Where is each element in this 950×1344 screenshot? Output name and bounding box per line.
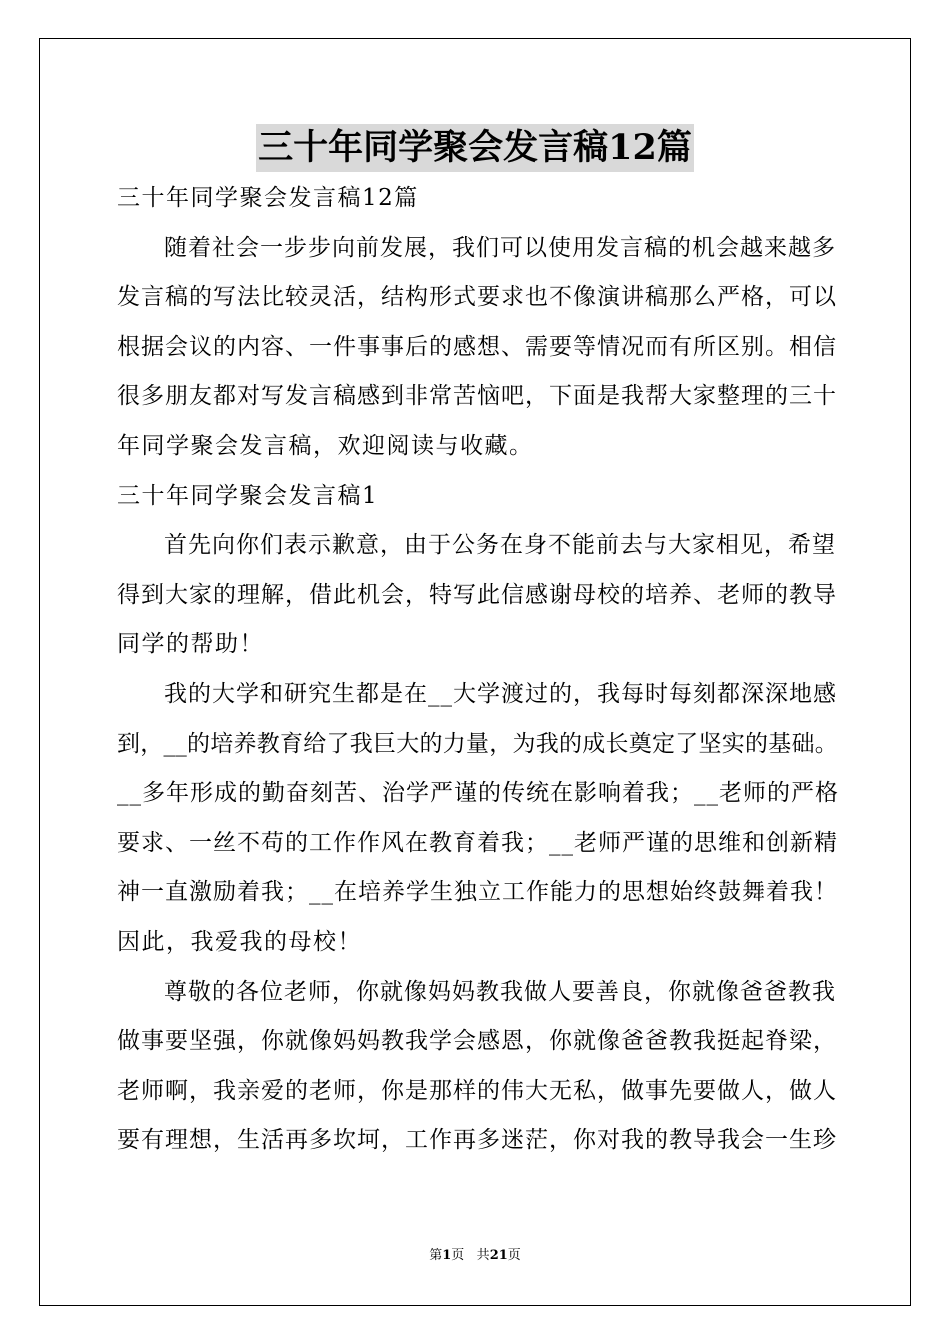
text-line: 根据会议的内容、一件事事后的感想、需要等情况而有所区别。相信: [117, 333, 837, 360]
text-line: 三十年同学聚会发言稿1: [117, 482, 379, 509]
text-line: 同学的帮助！: [117, 631, 264, 658]
document-body: [117, 174, 842, 1166]
title-container: [0, 124, 950, 172]
total-label-suffix: 页: [507, 1248, 521, 1263]
text-line: 神一直激励着我；__在培养学生独立工作能力的思想始终鼓舞着我！: [117, 879, 838, 906]
total-label-prefix: 共: [476, 1248, 490, 1263]
text-line: 到，__的培养教育给了我巨大的力量，为我的成长奠定了坚实的基础。: [117, 730, 838, 757]
page-number: 1: [442, 1248, 452, 1263]
text-line: 三十年同学聚会发言稿12篇: [117, 185, 419, 211]
document-title: 三十年同学聚会发言稿12篇: [256, 124, 694, 172]
text-line: 年同学聚会发言稿，欢迎阅读与收藏。: [117, 432, 534, 459]
text-line: 得到大家的理解，借此机会，特写此信感谢母校的培养、老师的教导: [117, 581, 837, 608]
text-line: 要有理想，生活再多坎坷，工作再多迷茫，你对我的教导我会一生珍: [117, 1127, 837, 1154]
page-footer: [0, 1247, 950, 1265]
text-line: 要求、一丝不苟的工作作风在教育着我；__老师严谨的思维和创新精: [117, 829, 838, 856]
text-line: 首先向你们表示歉意，由于公务在身不能前去与大家相见，希望: [164, 532, 836, 559]
text-line: 很多朋友都对写发言稿感到非常苦恼吧，下面是我帮大家整理的三十: [117, 383, 837, 410]
total-pages: 21: [489, 1248, 508, 1263]
text-line: 随着社会一步步向前发展，我们可以使用发言稿的机会越来越多: [164, 234, 836, 261]
page-label-prefix: 第: [429, 1248, 443, 1263]
text-line: __多年形成的勤奋刻苦、治学严谨的传统在影响着我；__老师的严格: [117, 780, 839, 807]
text-line: 因此，我爱我的母校！: [117, 928, 362, 955]
page-label-suffix: 页: [451, 1248, 465, 1263]
text-line: 老师啊，我亲爱的老师，你是那样的伟大无私，做事先要做人，做人: [117, 1077, 837, 1104]
text-line: 发言稿的写法比较灵活，结构形式要求也不像演讲稿那么严格，可以: [117, 284, 837, 311]
text-line: 我的大学和研究生都是在__大学渡过的，我每时每刻都深深地感: [164, 680, 837, 707]
text-line: 做事要坚强，你就像妈妈教我学会感恩，你就像爸爸教我挺起脊梁，: [117, 1028, 837, 1055]
text-line: 尊敬的各位老师，你就像妈妈教我做人要善良，你就像爸爸教我: [164, 978, 836, 1005]
